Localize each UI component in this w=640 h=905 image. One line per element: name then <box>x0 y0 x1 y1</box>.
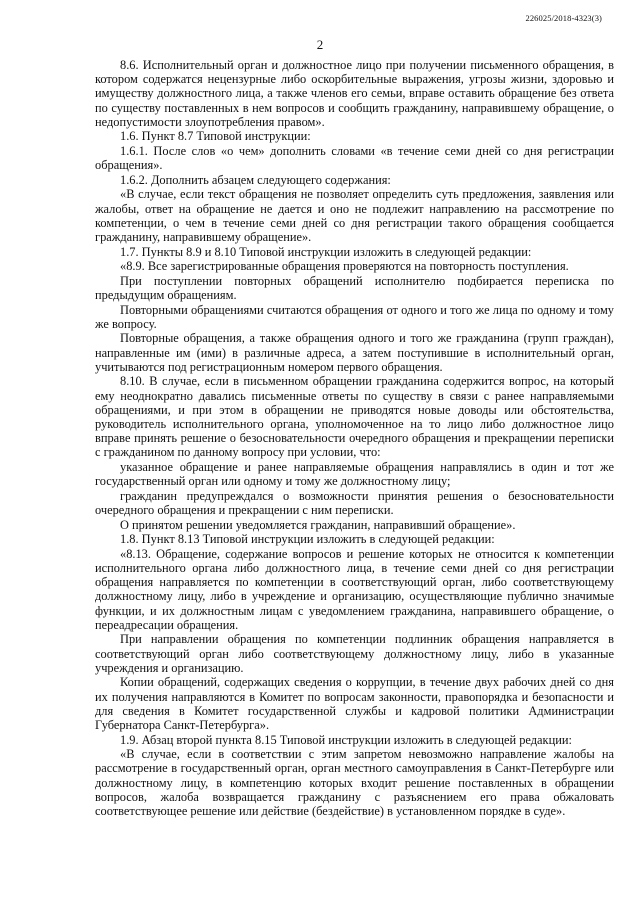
paragraph-condition-same-body: указанное обращение и ранее направляемые обращения направлялись в один и тот же государственный орган или одному и тому же должностному лицу; <box>95 459 614 489</box>
paragraph-1-6-2: 1.6.2. Дополнить абзацем следующего содержания: <box>120 172 391 187</box>
paragraph-1-6-1: 1.6.1. После слов «о чем» дополнить словами «в течение семи дней со дня регистрации обращения». <box>95 144 614 173</box>
paragraph-8-13: «8.13. Обращение, содержание вопросов и решение которых не относится к компетенции исполнительного органа либо должностного лица, в течение семи дней со дня регистрации обращения направляется по компетенции в соответствующий орган, либо соответствующему должностному лицу, либо в учреждение и организацию, осуществляющие публично значимые функции, и их должностным лицам с уведомлением гражданина, направившего обращение, о переадресации обращения. <box>95 546 614 632</box>
document-code: 226025/2018-4323(3) <box>525 13 602 23</box>
paragraph-repeat-correspondence: При поступлении повторных обращений исполнителю подбирается переписка по предыдущим обращениям. <box>95 273 614 302</box>
paragraph-1-9: 1.9. Абзац второй пункта 8.15 Типовой инструкции изложить в следующей редакции: <box>120 732 572 747</box>
paragraph-8-6: 8.6. Исполнительный орган и должностное лицо при получении письменного обращения, в котором содержатся нецензурные либо оскорбительные выражения, угрозы жизни, здоровью и имуществу должностного лица, а также членов его семьи, вправе оставить обращение без ответа по существу поставленных в нем вопросов и сообщить гражданину, направившему обращение, о недопустимости злоупотребления правом». <box>95 58 614 129</box>
paragraph-8-10: 8.10. В случае, если в письменном обращении гражданина содержится вопрос, на который ему неоднократно давались письменные ответы по существу в связи с ранее направляемыми обращениями, и при этом в обращении не приводятся новые доводы или обстоятельства, руководитель исполнительного органа, уполномоченное на то лицо либо должностное лицо вправе принять решение о безосновательности очередного обращения и прекращении переписки с гражданином по данному вопросу при условии, что: <box>95 374 614 460</box>
paragraph-corruption-copies: Копии обращений, содержащих сведения о коррупции, в течение двух рабочих дней со дня их получения направляются в Комитет по вопросам законности, правопорядка и безопасности и для сведения в Комитет государственной службы и кадровой политики Администрации Губернатора Санкт-Петербурга». <box>95 675 614 732</box>
page-number: 2 <box>316 37 324 52</box>
paragraph-repeat-registration: Повторные обращения, а также обращения одного и того же гражданина (групп граждан), направленные им (ими) в различные адреса, а затем поступившие в исполнительный орган, учитываются под регистрационным номером первого обращения. <box>95 331 614 374</box>
paragraph-quote-text-unclear: «В случае, если текст обращения не позволяет определить суть предложения, заявления или жалобы, ответ на обращение не дается и оно не подлежит направлению на рассмотрение по компетенции, о чем в течение семи дней со дня регистрации такого обращения сообщается гражданину, направившему обращение». <box>95 187 614 244</box>
paragraph-1-8: 1.8. Пункт 8.13 Типовой инструкции изложить в следующей редакции: <box>120 532 495 547</box>
paragraph-complaint-return: «В случае, если в соответствии с этим запретом невозможно направление жалобы на рассмотрение в государственный орган, орган местного самоуправления в Санкт-Петербурге или должностному лицу, в компетенцию которых входит решение поставленных в обращении вопросов, жалоба возвращается гражданину с разъяснением его права обжаловать соответствующее решение или действие (бездействие) в установленном порядке в суде». <box>95 747 614 818</box>
paragraph-8-9: «8.9. Все зарегистрированные обращения проверяются на повторность поступления. <box>120 259 569 274</box>
paragraph-condition-warned: гражданин предупреждался о возможности принятия решения о безосновательности очередного обращения и прекращении с ним переписки. <box>95 488 614 517</box>
paragraph-repeat-definition: Повторными обращениями считаются обращения от одного и того же лица по одному и тому же вопросу. <box>95 302 614 331</box>
paragraph-original-forwarding: При направлении обращения по компетенции подлинник обращения направляется в соответствующий орган либо соответствующему должностному лицу, либо в указанные учреждения и организацию. <box>95 632 614 675</box>
document-body <box>95 58 614 819</box>
paragraph-1-6: 1.6. Пункт 8.7 Типовой инструкции: <box>120 129 311 144</box>
paragraph-decision-notice: О принятом решении уведомляется гражданин, направивший обращение». <box>120 517 516 532</box>
paragraph-1-7: 1.7. Пункты 8.9 и 8.10 Типовой инструкции изложить в следующей редакции: <box>120 244 532 259</box>
